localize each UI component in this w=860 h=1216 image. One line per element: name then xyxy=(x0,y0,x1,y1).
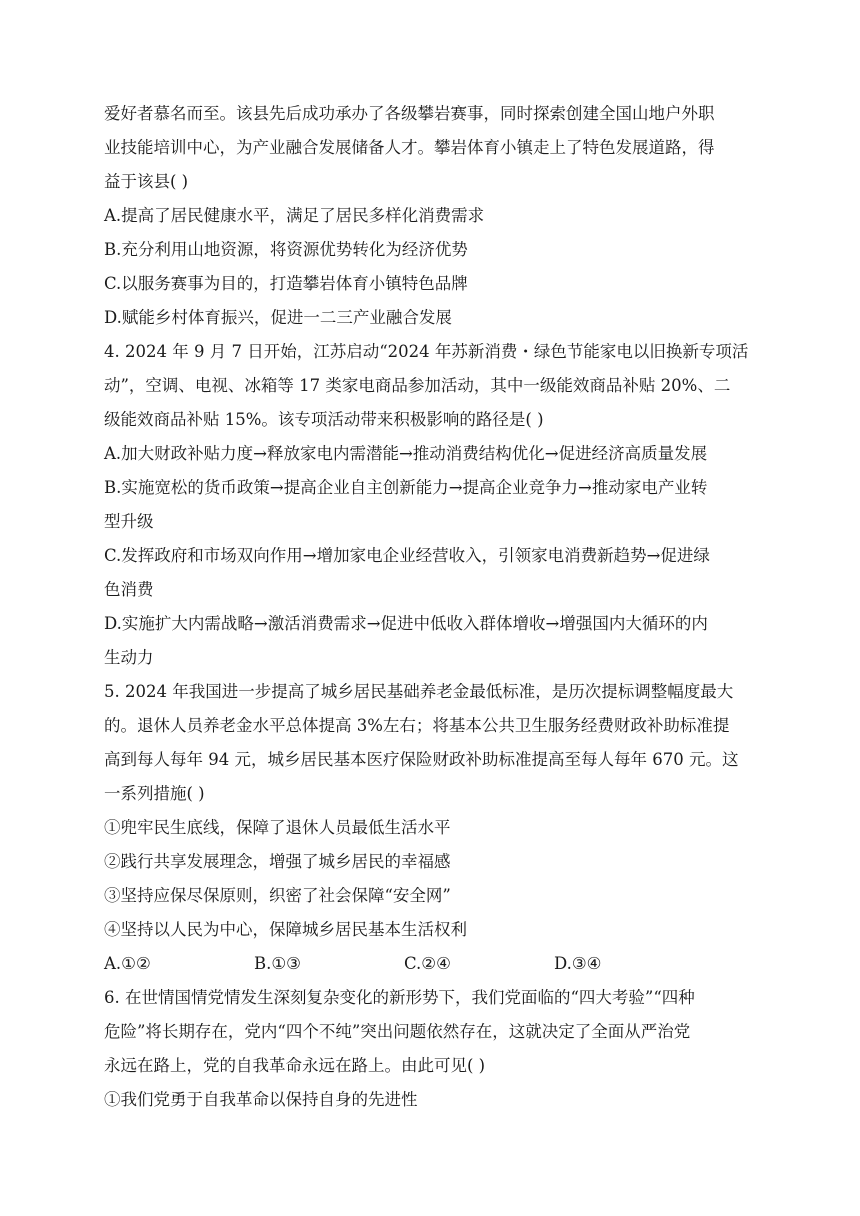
question-4-option-a: A.加大财政补贴力度→释放家电内需潜能→推动消费结构优化→促进经济高质量发展 xyxy=(104,444,708,463)
question-4-option-b: B.实施宽松的货币政策→提高企业自主创新能力→提高企业竞争力→推动家电产业转 xyxy=(104,478,708,497)
question-5 xyxy=(104,675,764,981)
question-6-stem-line: 危险”将长期存在，党内“四个不纯”突出问题依然存在，这就决定了全面从严治党 xyxy=(104,1022,691,1041)
question-4 xyxy=(104,335,764,675)
question-5-choices xyxy=(104,947,764,981)
question-3-stem-line: 益于该县( ) xyxy=(104,172,189,191)
question-4-option-d: D.实施扩大内需战略→激活消费需求→促进中低收入群体增收→增强国内大循环的内 xyxy=(104,614,708,633)
question-5-choice-d: D.③④ xyxy=(554,954,602,973)
question-6-stem-line: 6. 在世情国情党情发生深刻复杂变化的新形势下，我们党面临的“四大考验”“四种 xyxy=(104,988,695,1007)
question-5-stem-line: 的。退休人员养老金水平总体提高 3%左右；将基本公共卫生服务经费财政补助标准提 xyxy=(104,716,730,735)
question-4-stem-line: 4. 2024 年 9 月 7 日开始，江苏启动“2024 年苏新消费・绿色节能家电以旧换新专项活 xyxy=(104,342,749,361)
question-4-option-d-cont: 生动力 xyxy=(104,648,154,667)
question-3-option-c: C.以服务赛事为目的，打造攀岩体育小镇特色品牌 xyxy=(104,274,468,293)
question-5-choice-a: A.①② xyxy=(104,954,151,973)
question-content xyxy=(104,97,764,1117)
question-5-statement-4: ④坚持以人民为中心，保障城乡居民基本生活权利 xyxy=(104,920,467,939)
question-3-stem-line: 爱好者慕名而至。该县先后成功承办了各级攀岩赛事，同时探索创建全国山地户外职 xyxy=(104,104,715,123)
question-3-option-a: A.提高了居民健康水平，满足了居民多样化消费需求 xyxy=(104,206,485,225)
question-4-option-b-cont: 型升级 xyxy=(104,512,154,531)
question-4-option-c: C.发挥政府和市场双向作用→增加家电企业经营收入，引领家电消费新趋势→促进绿 xyxy=(104,546,710,565)
question-5-stem-line: 一系列措施( ) xyxy=(104,784,205,803)
question-5-statement-3: ③坚持应保尽保原则，织密了社会保障“安全网” xyxy=(104,886,451,905)
question-5-stem-line: 高到每人每年 94 元，城乡居民基本医疗保险财政补助标准提高至每人每年 670 元。这 xyxy=(104,750,739,769)
question-6-stem-line: 永远在路上，党的自我革命永远在路上。由此可见( ) xyxy=(104,1056,486,1075)
question-5-choice-c: C.②④ xyxy=(404,954,451,973)
question-3-stem-line: 业技能培训中心，为产业融合发展储备人才。攀岩体育小镇走上了特色发展道路，得 xyxy=(104,138,715,157)
question-5-choice-b: B.①③ xyxy=(254,954,301,973)
question-5-stem-line: 5. 2024 年我国进一步提高了城乡居民基础养老金最低标准，是历次提标调整幅度最大 xyxy=(104,682,734,701)
question-4-option-c-cont: 色消费 xyxy=(104,580,154,599)
question-3-option-d: D.赋能乡村体育振兴，促进一二三产业融合发展 xyxy=(104,308,452,327)
question-4-stem-line: 级能效商品补贴 15%。该专项活动带来积极影响的路径是( ) xyxy=(104,410,544,429)
question-5-statement-1: ①兜牢民生底线，保障了退休人员最低生活水平 xyxy=(104,818,451,837)
question-6-statement-1: ①我们党勇于自我革命以保持自身的先进性 xyxy=(104,1090,418,1109)
question-3 xyxy=(104,97,764,335)
question-6 xyxy=(104,981,764,1117)
question-4-stem-line: 动”，空调、电视、冰箱等 17 类家电商品参加活动，其中一级能效商品补贴 20%、二 xyxy=(104,376,731,395)
question-3-option-b: B.充分利用山地资源，将资源优势转化为经济优势 xyxy=(104,240,468,259)
question-5-statement-2: ②践行共享发展理念，增强了城乡居民的幸福感 xyxy=(104,852,451,871)
